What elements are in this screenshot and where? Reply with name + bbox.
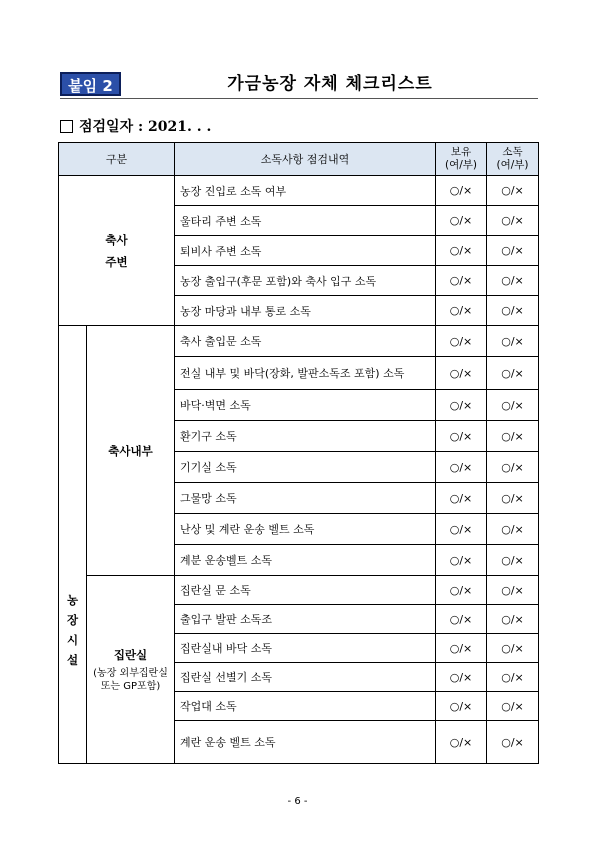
- disinfect-check: ○/×: [487, 605, 539, 634]
- header-items: 소독사항 점검내역: [175, 143, 436, 176]
- disinfect-check: ○/×: [487, 206, 539, 236]
- disinfect-check: ○/×: [487, 296, 539, 326]
- disinfect-check: ○/×: [487, 452, 539, 483]
- group-exterior: [59, 176, 175, 326]
- disinfect-check: ○/×: [487, 721, 539, 764]
- table-header-row: [59, 143, 539, 176]
- page-title: 가금농장 자체 체크리스트: [227, 74, 433, 94]
- checklist-item: 집란실내 바닥 소독: [175, 634, 436, 663]
- checklist-item: 전실 내부 및 바닥(장화, 발판소독조 포함) 소독: [175, 357, 436, 390]
- checklist-item: 집란실 선별기 소독: [175, 663, 436, 692]
- checklist-item: 계분 운송벨트 소독: [175, 545, 436, 576]
- header-disinfect: 소독 (여/부): [487, 143, 539, 176]
- have-check: ○/×: [436, 452, 487, 483]
- have-check: ○/×: [436, 545, 487, 576]
- header: [60, 70, 538, 100]
- disinfect-check: ○/×: [487, 545, 539, 576]
- disinfect-check: ○/×: [487, 576, 539, 605]
- have-check: ○/×: [436, 357, 487, 390]
- disinfect-check: ○/×: [487, 236, 539, 266]
- have-check: ○/×: [436, 236, 487, 266]
- facility-label-char: 설: [66, 652, 79, 667]
- group-house-interior: 축사내부: [87, 326, 175, 576]
- have-check: ○/×: [436, 266, 487, 296]
- disinfect-check: ○/×: [487, 176, 539, 206]
- title-divider: [60, 98, 538, 99]
- have-check: ○/×: [436, 483, 487, 514]
- disinfect-check: ○/×: [487, 390, 539, 421]
- table-row: [59, 576, 539, 605]
- header-have: 보유 (여/부): [436, 143, 487, 176]
- checklist-item: 출입구 발판 소독조: [175, 605, 436, 634]
- checklist-item: 계란 운송 벨트 소독: [175, 721, 436, 764]
- group-label-line: 축사: [105, 232, 128, 247]
- inspection-date: 점검일자 : 2021. . .: [79, 119, 212, 135]
- checklist-item: 집란실 문 소독: [175, 576, 436, 605]
- group-egg-room: [87, 576, 175, 764]
- checklist-item: 환기구 소독: [175, 421, 436, 452]
- checklist-item: 축사 출입문 소독: [175, 326, 436, 357]
- checklist-item: 기기실 소독: [175, 452, 436, 483]
- group-label-line: 주변: [105, 254, 128, 269]
- disinfect-check: ○/×: [487, 326, 539, 357]
- disinfect-check: ○/×: [487, 692, 539, 721]
- page-number: - 6 -: [287, 796, 308, 807]
- checklist-item: 농장 마당과 내부 통로 소독: [175, 296, 436, 326]
- have-check: ○/×: [436, 514, 487, 545]
- checklist-table: [58, 142, 539, 764]
- disinfect-check: ○/×: [487, 483, 539, 514]
- checklist-item: 울타리 주변 소독: [175, 206, 436, 236]
- table-row: [59, 176, 539, 206]
- checklist-item: 퇴비사 주변 소독: [175, 236, 436, 266]
- have-check: ○/×: [436, 663, 487, 692]
- disinfect-check: ○/×: [487, 421, 539, 452]
- group-note-line: 또는 GP포함): [100, 680, 161, 692]
- checklist-item: 그물망 소독: [175, 483, 436, 514]
- have-check: ○/×: [436, 390, 487, 421]
- table-row: [59, 326, 539, 357]
- disinfect-check: ○/×: [487, 514, 539, 545]
- have-check: ○/×: [436, 692, 487, 721]
- inspection-date-line: [60, 116, 211, 136]
- appendix-badge: 붙임 2: [60, 72, 121, 96]
- disinfect-check: ○/×: [487, 357, 539, 390]
- have-check: ○/×: [436, 421, 487, 452]
- have-check: ○/×: [436, 326, 487, 357]
- checkbox-icon: [60, 120, 73, 133]
- group-note-line: (농장 외부집란실: [93, 667, 168, 679]
- have-check: ○/×: [436, 176, 487, 206]
- disinfect-check: ○/×: [487, 634, 539, 663]
- checklist-item: 농장 진입로 소독 여부: [175, 176, 436, 206]
- checklist-item: 작업대 소독: [175, 692, 436, 721]
- disinfect-check: ○/×: [487, 663, 539, 692]
- have-check: ○/×: [436, 296, 487, 326]
- checklist-item: 농장 출입구(후문 포함)와 축사 입구 소독: [175, 266, 436, 296]
- have-check: ○/×: [436, 576, 487, 605]
- have-check: ○/×: [436, 634, 487, 663]
- disinfect-check: ○/×: [487, 266, 539, 296]
- header-category: 구분: [59, 143, 175, 176]
- facility-label-char: 농: [66, 592, 79, 607]
- have-check: ○/×: [436, 605, 487, 634]
- have-check: ○/×: [436, 721, 487, 764]
- checklist-item: 난상 및 계란 운송 벨트 소독: [175, 514, 436, 545]
- checklist-item: 바닥·벽면 소독: [175, 390, 436, 421]
- group-facility: [59, 326, 87, 764]
- have-check: ○/×: [436, 206, 487, 236]
- group-label-line: 집란실: [113, 647, 148, 662]
- facility-label-char: 장: [66, 612, 79, 627]
- facility-label-char: 시: [66, 632, 79, 647]
